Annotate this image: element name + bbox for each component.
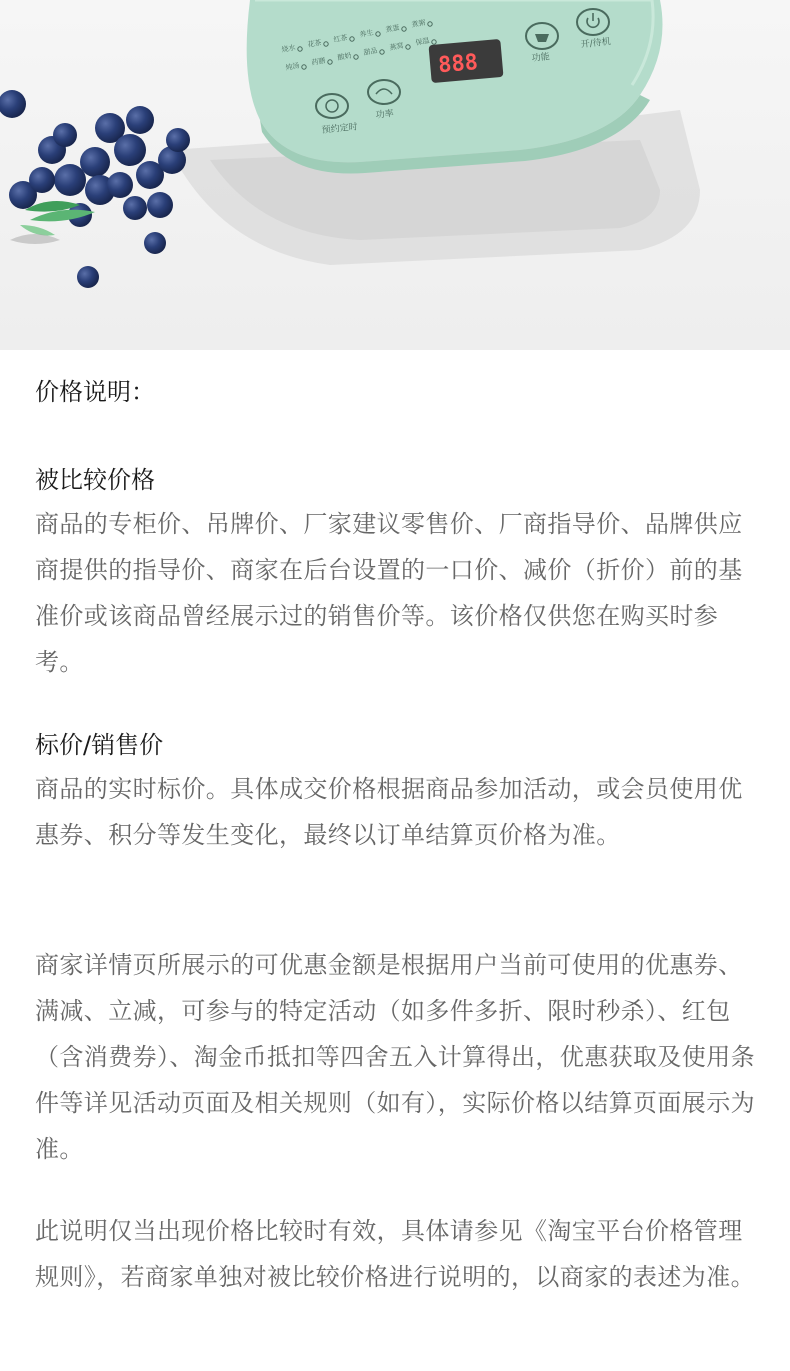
blueberry bbox=[123, 196, 147, 220]
blueberry bbox=[53, 123, 77, 147]
discount-note-text: 商家详情页所展示的可优惠金额是根据用户当前可使用的优惠券、满减、立减，可参与的特定活动（如多件多折、限时秒杀）、红包（含消费券）、淘金币抵扣等四舍五入计算得出，优惠获取及使用条件等详见活动页面及相关规则（如有），实际价格以结算页面展示为准。 bbox=[35, 951, 755, 1163]
compared-price-heading: 被比较价格 bbox=[35, 466, 155, 494]
price-notes-title: 价格说明： bbox=[35, 378, 155, 406]
function-label: 烧水 bbox=[280, 43, 297, 54]
lcd-display: 888 bbox=[437, 50, 480, 79]
disclaimer-text: 此说明仅当出现价格比较时有效，具体请参见《淘宝平台价格管理规则》，若商家单独对被比较价格进行说明的，以商家的表述为准。 bbox=[35, 1217, 755, 1291]
blueberry bbox=[147, 192, 173, 218]
function-label: 红茶 bbox=[332, 33, 349, 44]
blueberry bbox=[54, 164, 86, 196]
kettle-product-illustration bbox=[0, 0, 790, 350]
list-price-heading: 标价/销售价 bbox=[35, 731, 164, 759]
blueberry bbox=[29, 167, 55, 193]
compared-price-text: 商品的专柜价、吊牌价、厂家建议零售价、厂商指导价、品牌供应商提供的指导价、商家在后台设置的一口价、减价（折价）前的基准价或该商品曾经展示过的销售价等。该价格仅供您在购买时参考。 bbox=[35, 510, 743, 676]
function-button-label: 功能 bbox=[531, 52, 551, 65]
function-label: 花茶 bbox=[306, 38, 323, 49]
function-label: 保温 bbox=[414, 36, 431, 47]
function-label: 甜品 bbox=[362, 46, 379, 57]
function-label: 药膳 bbox=[310, 56, 327, 67]
blueberry bbox=[144, 232, 166, 254]
function-label: 炖汤 bbox=[284, 61, 301, 72]
price-notes-section bbox=[0, 350, 790, 1371]
function-label: 养生 bbox=[358, 28, 375, 39]
product-image bbox=[0, 0, 790, 350]
power-button-label: 开/待机 bbox=[580, 37, 612, 51]
blueberry bbox=[107, 172, 133, 198]
function-label: 煮粥 bbox=[410, 18, 427, 29]
blueberry bbox=[80, 147, 110, 177]
function-label: 燕窝 bbox=[388, 41, 405, 52]
function-label: 酸奶 bbox=[336, 51, 353, 62]
list-price-text: 商品的实时标价。具体成交价格根据商品参加活动，或会员使用优惠券、积分等发生变化，最终以订单结算页价格为准。 bbox=[35, 775, 743, 849]
blueberry bbox=[77, 266, 99, 288]
blueberry bbox=[126, 106, 154, 134]
blueberry bbox=[166, 128, 190, 152]
timer-button-label: 预约定时 bbox=[321, 122, 359, 137]
function-label: 煮蛋 bbox=[384, 23, 401, 34]
blueberry bbox=[114, 134, 146, 166]
power-level-button-label: 功率 bbox=[375, 108, 395, 121]
